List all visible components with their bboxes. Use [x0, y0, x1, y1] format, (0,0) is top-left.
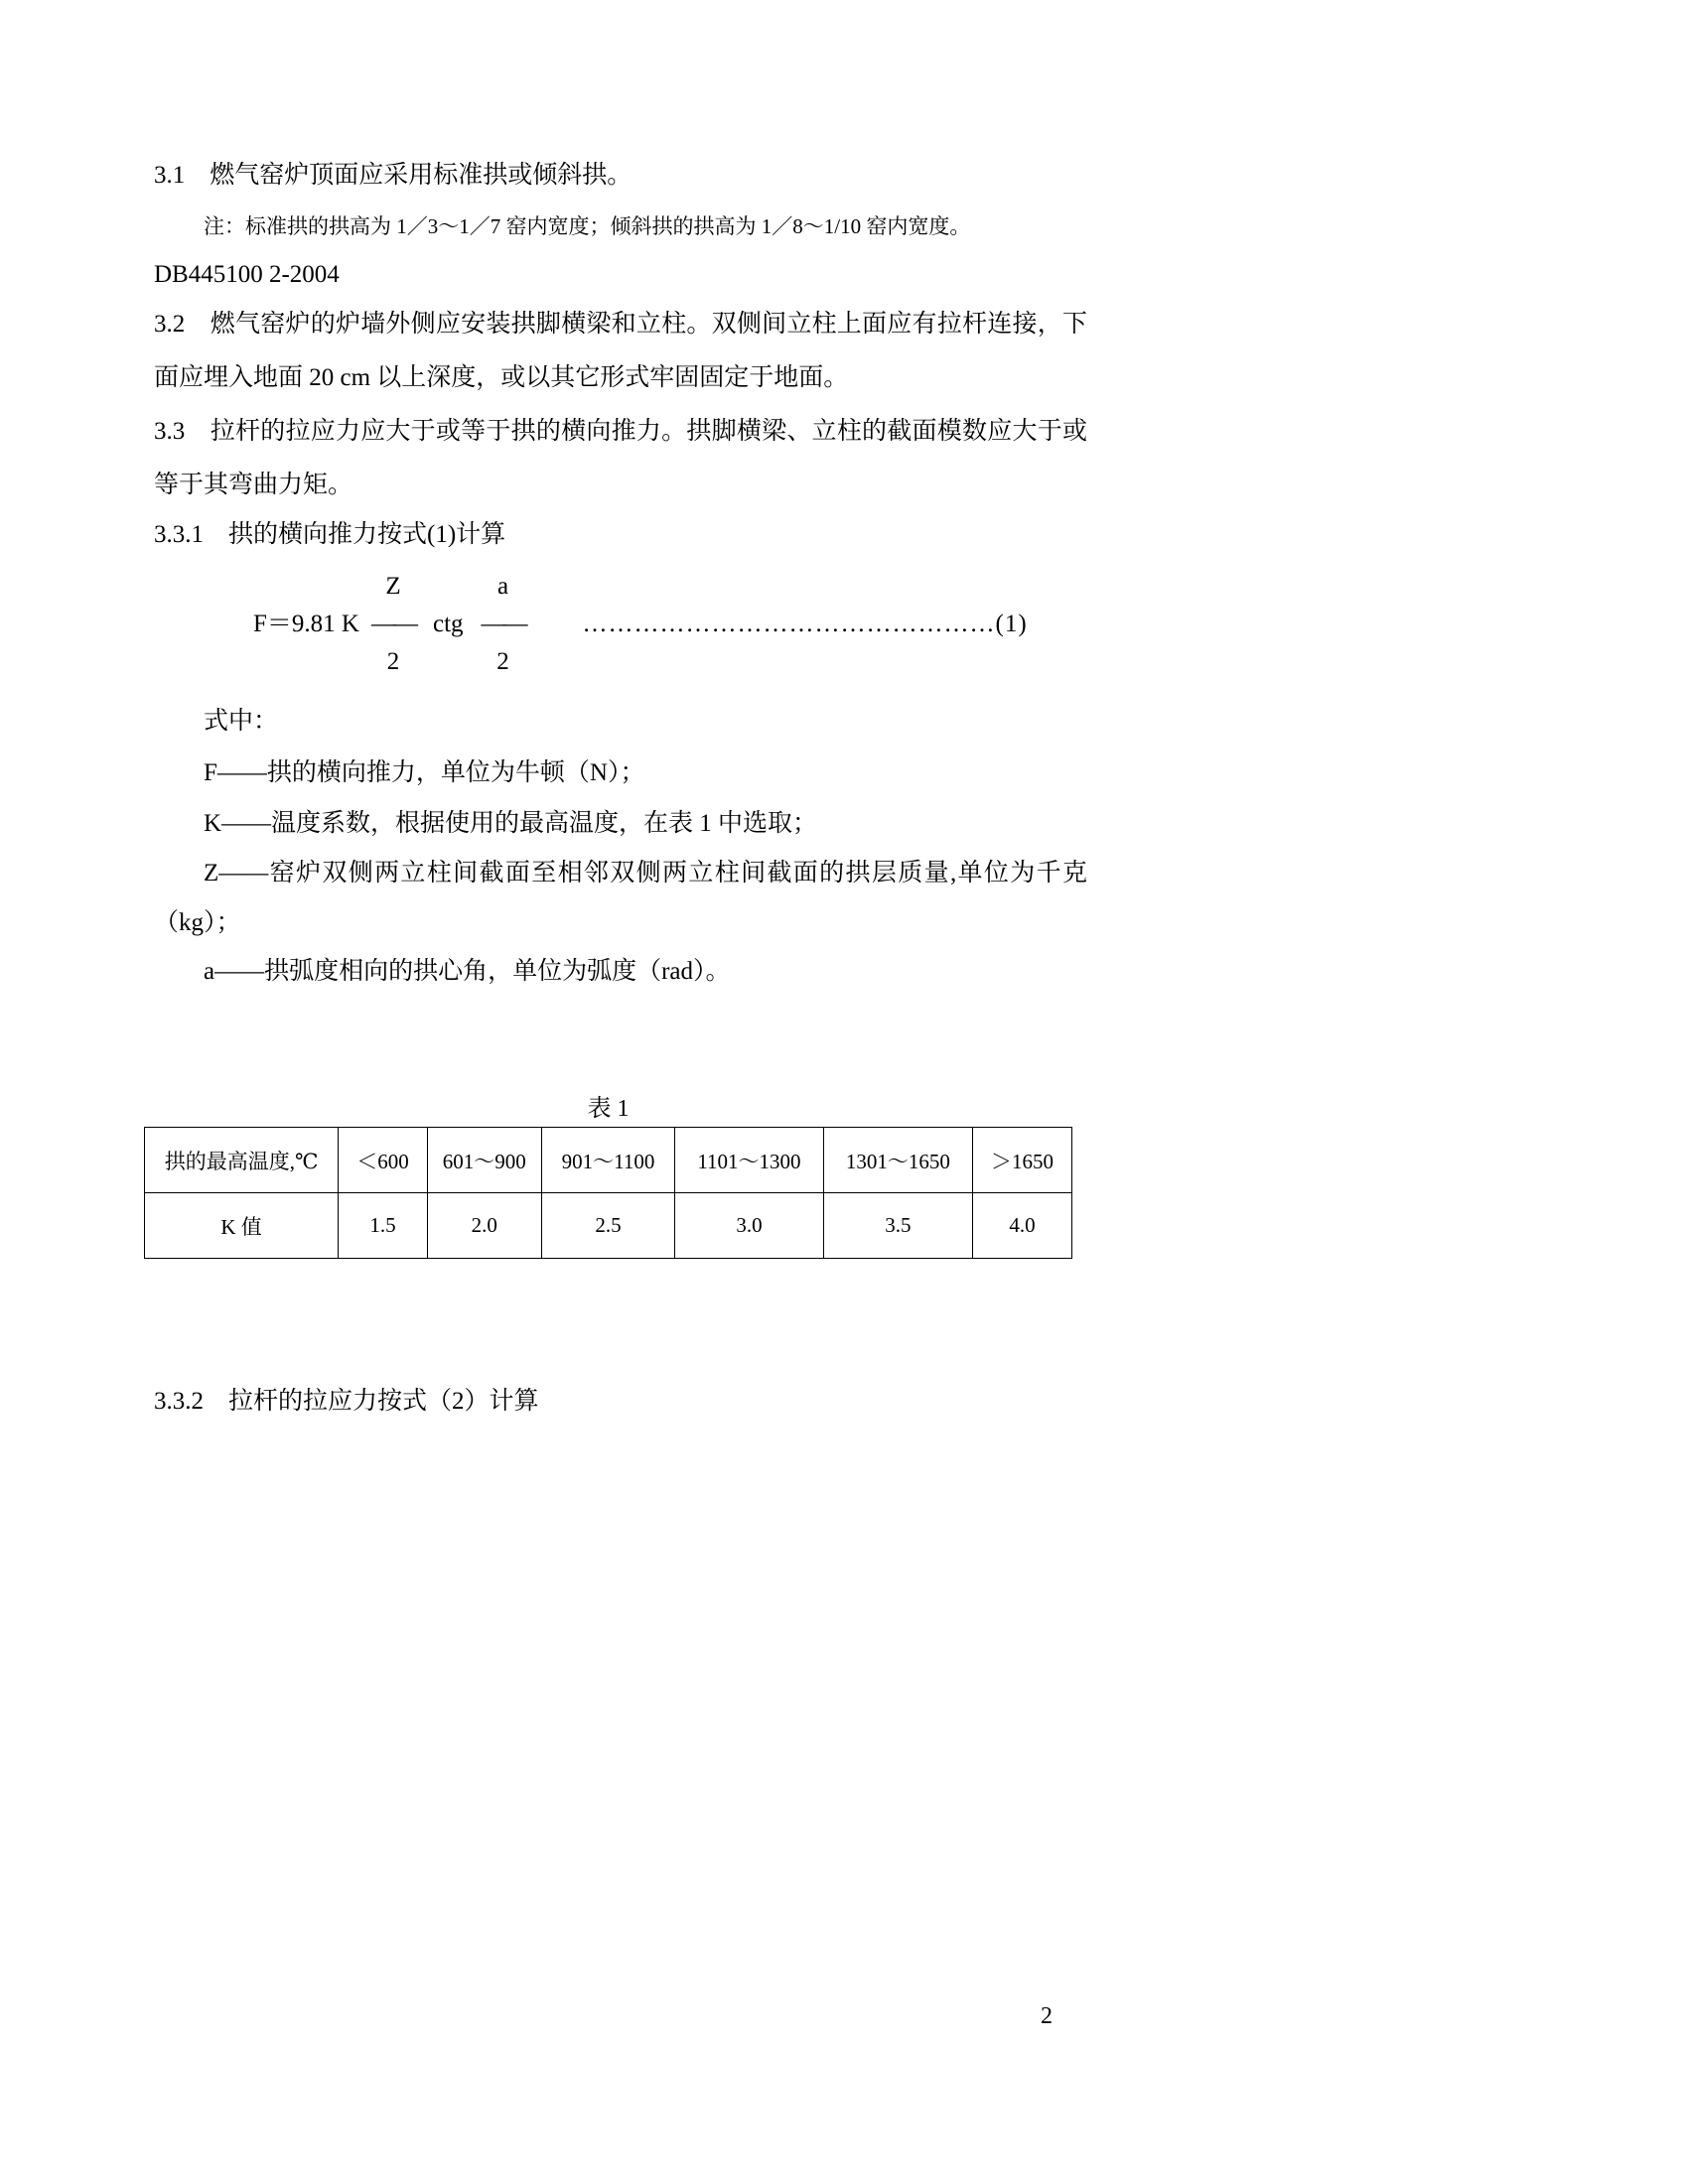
table-1: [144, 1127, 1072, 1259]
section-3-2: 3.2 燃气窑炉的炉墙外侧应安装拱脚横梁和立柱。双侧间立柱上面应有拉杆连接，下面应埋入地面 20 cm 以上深度，或以其它形式牢固固定于地面。: [154, 311, 1087, 391]
fraction-z-over-2: [371, 568, 415, 681]
fraction-numerator: a: [496, 573, 509, 600]
table-row-header: [145, 1128, 1072, 1193]
table-cell: 1.5: [339, 1193, 428, 1259]
fraction-denominator: 2: [386, 648, 400, 675]
table-1-caption: 表 1: [587, 1096, 630, 1122]
section-3-3: 3.3 拉杆的拉应力应大于或等于拱的横向推力。拱脚横梁、立柱的截面模数应大于或 等于其弯曲力矩。: [154, 418, 1087, 498]
table-cell: 2.5: [541, 1193, 674, 1259]
doc-code: DB445100 2-2004: [154, 261, 340, 288]
table-header-cell: 拱的最高温度,℃: [145, 1128, 339, 1193]
definition-f: F——拱的横向推力，单位为牛顿（N）；: [204, 759, 645, 786]
fraction-a-over-2: [482, 568, 525, 681]
table-header-cell: ＞1650: [973, 1128, 1072, 1193]
table-header-cell: ＜600: [339, 1128, 428, 1193]
table-cell: 3.5: [823, 1193, 972, 1259]
formula-dot-leader: …………………………………………(1): [582, 611, 1028, 637]
definition-z: Z——窑炉双侧两立柱间截面至相邻双侧两立柱间截面的拱层质量,单位为千克（kg）；: [154, 860, 1087, 936]
table-header-cell: 601～900: [427, 1128, 541, 1193]
table-cell: K 值: [145, 1193, 339, 1259]
where-label: 式中：: [204, 708, 279, 735]
note-text: 注：标准拱的拱高为 1／3～1／7 窑内宽度；倾斜拱的拱高为 1／8～1/10 窑内宽度。: [204, 214, 971, 238]
fraction-bar: ——: [481, 611, 525, 637]
table-cell: 3.0: [675, 1193, 823, 1259]
section-3-3-1: 3.3.1 拱的横向推力按式(1)计算: [154, 521, 506, 548]
table-header-cell: 901～1100: [541, 1128, 674, 1193]
table-header-cell: 1301～1650: [823, 1128, 972, 1193]
fraction-denominator: 2: [496, 648, 509, 675]
fraction-bar: ——: [370, 611, 415, 637]
fraction-numerator: Z: [385, 573, 401, 600]
formula-1: [253, 568, 1028, 681]
section-3-3-2: 3.3.2 拉杆的拉应力按式（2）计算: [154, 1388, 539, 1415]
section-3-1: 3.1 燃气窑炉顶面应采用标准拱或倾斜拱。: [154, 162, 633, 189]
table-row-k-values: [145, 1193, 1072, 1259]
definition-a: a——拱弧度相向的拱心角，单位为弧度（rad）。: [204, 958, 731, 985]
table-header-cell: 1101～1300: [675, 1128, 823, 1193]
formula-ctg: ctg: [432, 611, 464, 637]
table-cell: 4.0: [973, 1193, 1072, 1259]
page-number: 2: [1041, 2003, 1053, 2029]
definition-k: K——温度系数，根据使用的最高温度，在表 1 中选取；: [204, 810, 818, 837]
formula-prefix: F＝9.81 K: [253, 611, 359, 637]
table-cell: 2.0: [427, 1193, 541, 1259]
